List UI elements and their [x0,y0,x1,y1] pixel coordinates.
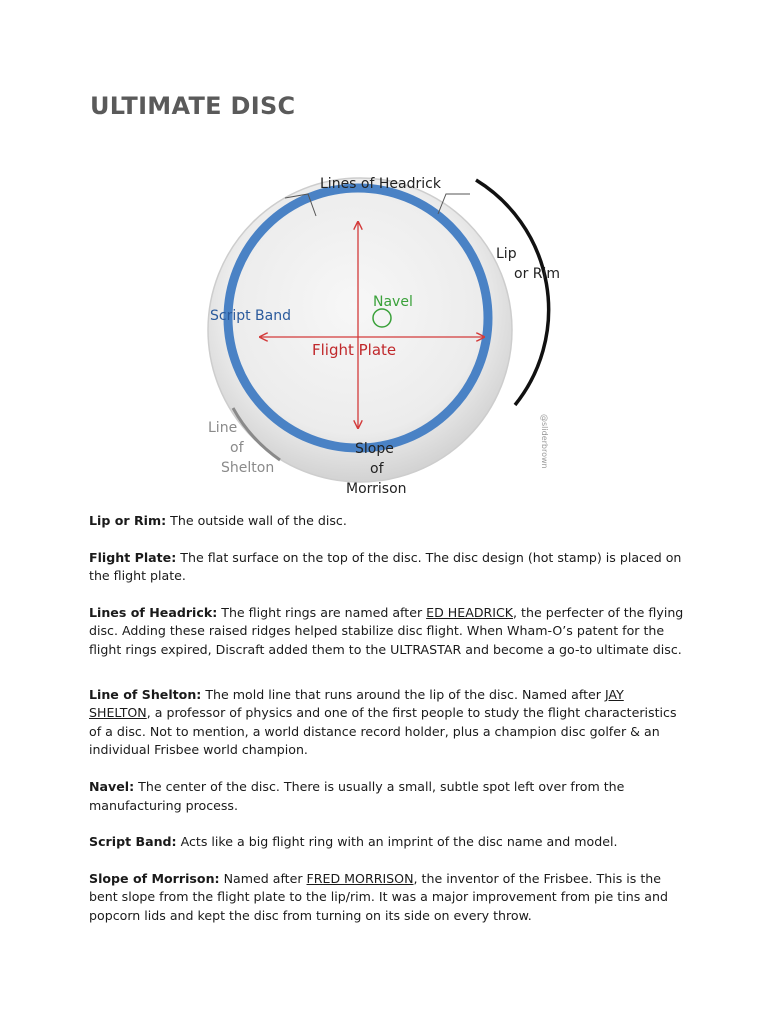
disc-diagram [190,160,570,500]
term-script-band: Script Band: [89,834,177,850]
label-navel: Navel [373,294,413,310]
desc-lines-of-headrick-end: , the perfecter of the flying disc. Adding these raised ridges helped stabilize disc flight. When Wham-O’s patent for the flight rings expired, Discraft added them to the ULTRASTAR and become a go-to ultimate disc. [89,604,684,657]
credit-label: @sliderbrown [540,414,549,469]
label-of-morrison: of [370,461,384,477]
desc-lip-or-rim: The outside wall of the disc. [166,513,347,528]
definition-script-band [89,833,689,852]
definition-line-of-shelton [89,686,689,760]
page-title: ULTIMATE DISC [90,92,296,120]
label-of-shelton: of [230,440,244,456]
label-script-band: Script Band [210,308,291,324]
label-or-rim: or Rim [514,266,561,282]
label-shelton: Shelton [221,460,275,476]
desc-script-band: Acts like a big flight ring with an imprint of the disc name and model. [176,834,618,850]
label-line: Line [208,420,238,436]
definition-flight-plate [89,549,689,586]
definition-navel [89,778,689,815]
definition-lines-of-headrick [89,604,689,660]
term-navel: Navel: [89,778,135,794]
term-flight-plate: Flight Plate: [89,549,177,565]
definition-slope-of-morrison [89,870,689,926]
desc-flight-plate: The flat surface on the top of the disc. The disc design (hot stamp) is placed on the flight plate. [89,549,682,584]
label-lip: Lip [496,246,517,262]
link-fred-morrison[interactable]: FRED MORRISON [306,870,414,886]
term-lip-or-rim: Lip or Rim: [89,513,167,528]
term-slope-of-morrison: Slope of Morrison: [89,870,220,886]
desc-lines-of-headrick-start: The flight rings are named after [217,604,427,620]
desc-line-of-shelton-end: , a professor of physics and one of the first people to study the flight characteristics of a disc. Not to mention, a world distance record holder, plus a champion disc golfer & an individual Frisbee world champion. [89,705,677,758]
definition-lip-or-rim [89,512,689,531]
term-lines-of-headrick: Lines of Headrick: [89,604,218,620]
label-lines-of-headrick: Lines of Headrick [320,176,441,192]
link-jay-shelton[interactable]: JAY SHELTON [89,686,624,721]
definitions-list [89,512,689,944]
desc-line-of-shelton-start: The mold line that runs around the lip of the disc. Named after [201,686,605,702]
desc-slope-of-morrison-start: Named after [219,870,307,886]
label-morrison: Morrison [346,481,407,497]
label-flight-plate: Flight Plate [312,341,397,359]
label-slope: Slope [355,441,394,457]
term-line-of-shelton: Line of Shelton: [89,686,202,702]
desc-slope-of-morrison-end: , the inventor of the Frisbee. This is the bent slope from the flight plate to the lip/rim. It was a major improvement from pie tins and popcorn lids and kept the disc from turning on its side on every throw. [89,870,668,923]
link-ed-headrick[interactable]: ED HEADRICK [426,604,514,620]
desc-navel: The center of the disc. There is usually a small, subtle spot left over from the manufacturing process. [89,778,625,813]
